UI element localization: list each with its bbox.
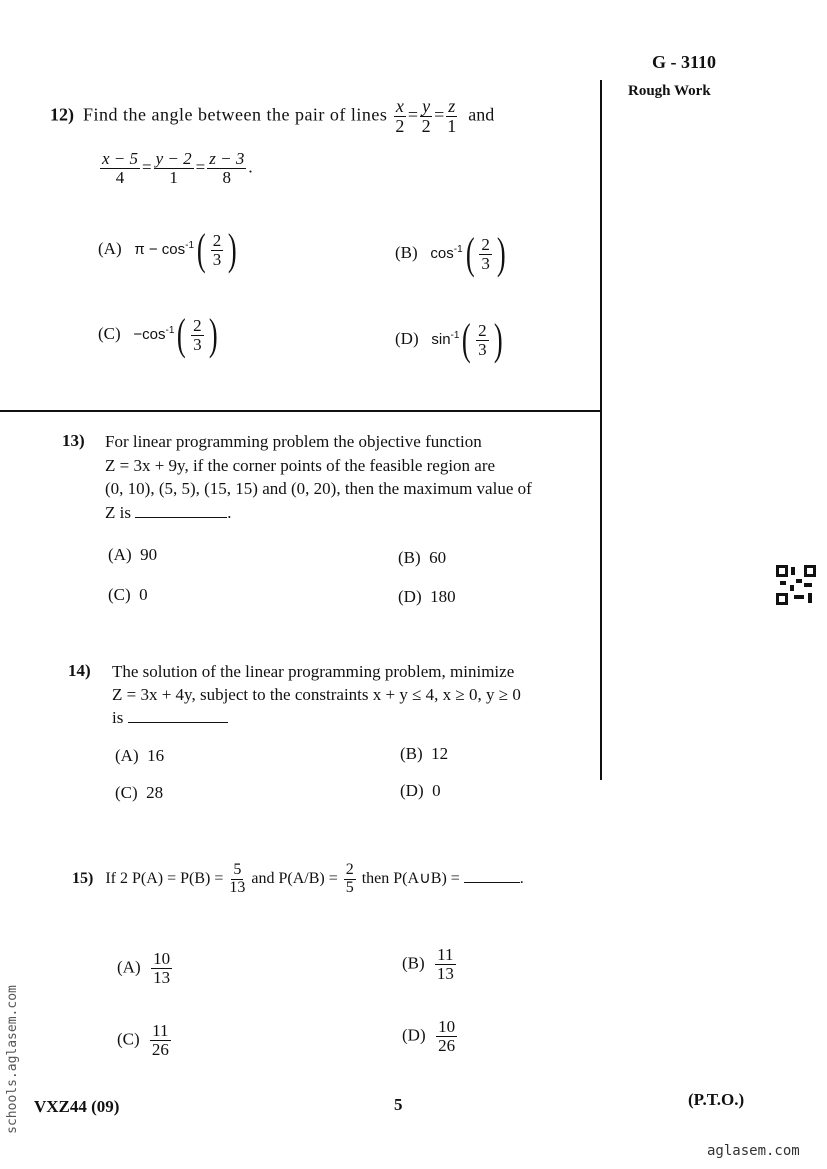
num: 2 (478, 320, 487, 340)
den: 8 (222, 167, 232, 187)
num: z (448, 96, 456, 116)
option-a[interactable] (117, 950, 174, 987)
num: z − 3 (209, 149, 245, 168)
option-label: (A) (115, 746, 139, 765)
option-b[interactable] (398, 548, 446, 568)
page-number: 5 (394, 1095, 403, 1114)
option-a[interactable]: (A) $\pi - \cos^{-1}$ ( $\frac{2}{3}$ ) (98, 225, 237, 274)
option-value: 0 (432, 781, 441, 800)
den: 3 (212, 249, 222, 269)
option-label: (C) (117, 1029, 140, 1049)
section-divider (0, 410, 602, 412)
num: 5 (233, 861, 242, 878)
rough-work-label: Rough Work (628, 83, 711, 99)
den: 2 (421, 115, 431, 136)
column-divider (600, 80, 602, 780)
site-watermark: aglasem.com (707, 1143, 800, 1159)
option-value: 16 (147, 746, 165, 765)
paper-code: G - 3110 (652, 52, 717, 72)
question-number: 13) (62, 431, 85, 450)
den: 3 (193, 334, 202, 354)
den: 1 (169, 167, 178, 187)
num: 11 (152, 1021, 169, 1040)
option-d[interactable]: (D) $\sin^{-1}$ ( $\frac{2}{3}$ ) (395, 315, 503, 364)
footer-code: VXZ44 (09) (34, 1097, 120, 1116)
num: 2 (481, 234, 490, 254)
num: y (422, 96, 431, 116)
question-number: 14) (68, 661, 91, 680)
den: 1 (447, 115, 457, 136)
num: 2 (212, 230, 222, 250)
text: and P(A/B) = (251, 869, 338, 887)
option-label: (C) (108, 585, 131, 604)
option-d[interactable] (400, 781, 441, 801)
option-label: (A) (117, 957, 141, 977)
option-d[interactable] (402, 1018, 459, 1055)
expr: π − cos (134, 240, 186, 258)
den: 5 (345, 878, 354, 896)
option-c[interactable] (108, 585, 148, 605)
option-label: (B) (400, 744, 423, 763)
question-15: 15) If 2 P(A) = P(B) = $\frac{5}{13}$ and P(A/B) = $\frac{2}{5}$ then P(A∪B) = . (72, 861, 524, 896)
option-b[interactable]: (B) $\cos^{-1}$ ( $\frac{2}{3}$ ) (395, 229, 506, 278)
option-label: (D) (398, 587, 422, 606)
text-line: is (112, 708, 124, 727)
option-value: 12 (431, 744, 449, 763)
den: 13 (436, 963, 454, 983)
option-value: 90 (140, 545, 158, 564)
text-line: Z is (105, 502, 131, 522)
option-label: (B) (402, 953, 425, 973)
num: 11 (437, 945, 454, 964)
num: 2 (193, 315, 202, 335)
expr: −cos (133, 325, 166, 343)
option-c[interactable]: (C) $-\cos^{-1}$ ( $\frac{2}{3}$ ) (98, 310, 218, 359)
option-label: (A) (108, 545, 132, 564)
num: y − 2 (155, 149, 192, 168)
text: If 2 P(A) = P(B) = (105, 869, 224, 887)
den: 2 (395, 115, 405, 136)
num: 2 (345, 861, 354, 878)
option-a[interactable] (108, 545, 157, 565)
option-a[interactable] (115, 746, 164, 766)
den: 26 (151, 1039, 169, 1059)
question-12: 12) Find the angle between the pair of lines $\frac{x}{2}$ = $\frac{y}{2}$ = $\frac{z}{1}$ and (50, 96, 495, 136)
option-d[interactable] (398, 587, 456, 607)
num: 10 (438, 1017, 456, 1036)
question-14-text (112, 660, 521, 729)
option-value: 60 (429, 548, 447, 567)
option-label: (D) (402, 1025, 426, 1045)
option-value: 28 (146, 783, 164, 802)
option-value: 0 (139, 585, 148, 604)
sup: -1 (450, 329, 460, 341)
sup: -1 (453, 243, 463, 255)
text-line: Z = 3x + 4y, subject to the constraints x + y ≤ 4, x ≥ 0, y ≥ 0 (112, 685, 521, 704)
option-label: (D) (400, 781, 424, 800)
vertical-watermark: schools.aglasem.com (4, 985, 20, 1134)
question-number: 12) (50, 104, 74, 125)
text-line: Z = 3x + 9y, if the corner points of the feasible region are (105, 455, 496, 475)
den: 26 (438, 1035, 456, 1055)
option-c[interactable] (115, 783, 163, 803)
num: x − 5 (102, 149, 139, 168)
option-b[interactable] (402, 946, 458, 983)
option-label: (A) (98, 238, 122, 258)
text-line: (0, 10), (5, 5), (15, 15) and (0, 20), then the maximum value of (105, 479, 532, 498)
text: then P(A∪B) = (361, 869, 460, 887)
text-line: For linear programming problem the objective function (105, 432, 482, 451)
option-c[interactable] (117, 1022, 173, 1059)
sup: -1 (165, 324, 175, 336)
question-number: 15) (72, 869, 94, 887)
den: 3 (481, 253, 490, 273)
pto-label: (P.T.O.) (688, 1090, 745, 1109)
line-2-equation: $\frac{x - 5}{4}$ = $\frac{y - 2}{1}$ = $\frac{z - 3}{8}$ . (102, 149, 253, 187)
num: 10 (153, 949, 171, 968)
option-b[interactable] (400, 744, 448, 764)
den: 3 (478, 339, 487, 359)
den: 13 (229, 878, 246, 896)
option-label: (B) (398, 548, 421, 567)
num: x (395, 96, 404, 116)
option-label: (C) (115, 783, 138, 802)
expr: sin (431, 330, 451, 348)
qr-code-icon (776, 565, 816, 605)
conj: and (468, 104, 495, 125)
option-label: (C) (98, 323, 121, 343)
option-label: (D) (395, 328, 419, 348)
expr: cos (430, 244, 454, 262)
option-value: 180 (430, 587, 456, 606)
sup: -1 (185, 239, 195, 251)
question-13-text: For linear programming problem the objective function Z = 3x + 9y, if the corner points of the feasible region are (0, 10), (5, 5), (15, 15) and (0, 20), then the maximum value of Z is . (105, 432, 532, 522)
question-text: Find the angle between the pair of lines (83, 104, 388, 125)
den: 13 (153, 967, 171, 987)
option-label: (B) (395, 242, 418, 262)
text-line: The solution of the linear programming problem, minimize (112, 662, 515, 681)
den: 4 (115, 167, 125, 187)
